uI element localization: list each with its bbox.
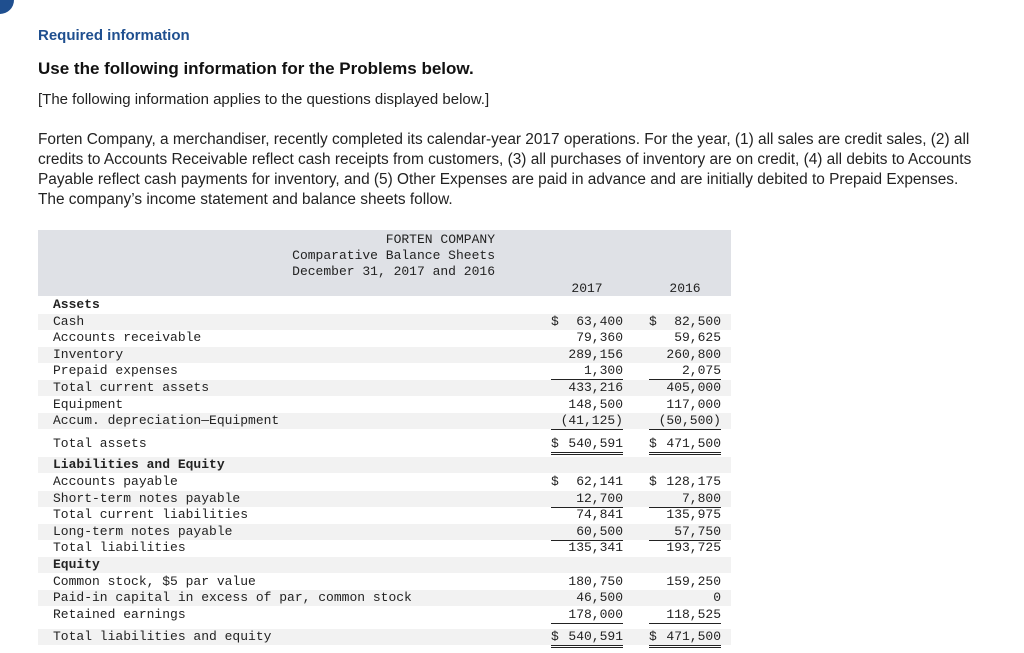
table-row (38, 397, 731, 413)
value-2016 (649, 574, 721, 590)
value-2017 (551, 629, 623, 648)
row-label: Equipment (53, 396, 124, 412)
table-row (38, 557, 731, 573)
value-2016 (649, 347, 721, 363)
value-2016 (649, 413, 721, 430)
value-2016 (649, 524, 721, 541)
amount: 135,341 (568, 540, 623, 556)
value-2017 (551, 474, 623, 490)
row-label: Common stock, $5 par value (53, 573, 256, 589)
row-label: Long-term notes payable (53, 523, 233, 539)
value-2017 (551, 524, 623, 541)
table-row (38, 574, 731, 590)
dollar-sign: $ (649, 629, 657, 645)
row-label: Total liabilities and equity (53, 629, 272, 645)
amount: 63,400 (576, 313, 623, 329)
value-2017 (551, 607, 623, 624)
value-2016 (649, 474, 721, 490)
value-2017 (551, 507, 623, 523)
year-2016-header: 2016 (669, 281, 701, 296)
amount: 289,156 (568, 346, 623, 362)
amount: 405,000 (666, 380, 721, 395)
dollar-sign: $ (551, 435, 559, 451)
amount: 82,500 (674, 313, 721, 329)
table-row (38, 347, 731, 363)
amount: 59,625 (674, 330, 721, 346)
table-row (38, 629, 731, 645)
value-2017 (551, 380, 623, 396)
amount: 159,250 (666, 573, 721, 589)
dollar-sign: $ (551, 474, 559, 489)
table-row (38, 363, 731, 379)
dollar-sign: $ (649, 313, 657, 329)
amount: 260,800 (666, 346, 721, 362)
corner-badge (0, 0, 14, 14)
table-header (38, 230, 731, 296)
amount: (50,500) (658, 413, 721, 429)
value-2016 (649, 590, 721, 606)
amount: 79,360 (576, 330, 623, 346)
value-2017 (551, 413, 623, 430)
year-2017-header: 2017 (571, 281, 603, 296)
amount: 62,141 (576, 474, 623, 489)
table-row (38, 297, 731, 313)
amount: 0 (713, 590, 721, 606)
amount: 471,500 (666, 435, 721, 451)
balance-sheet-table (38, 230, 731, 650)
value-2016 (649, 436, 721, 455)
table-row (38, 491, 731, 507)
table-row (38, 590, 731, 606)
value-2016 (649, 330, 721, 346)
amount: 2,075 (681, 363, 721, 379)
table-row (38, 607, 731, 623)
amount: 128,175 (666, 474, 721, 489)
table-row (38, 330, 731, 346)
table-row (38, 314, 731, 330)
value-2017 (551, 314, 623, 330)
row-label: Total assets (53, 435, 147, 451)
amount: 540,591 (568, 629, 623, 645)
amount: 180,750 (568, 573, 623, 589)
amount: 60,500 (576, 523, 623, 539)
dollar-sign: $ (649, 474, 657, 489)
required-info-heading: Required information (38, 27, 190, 44)
value-2017 (551, 574, 623, 590)
row-label: Equity (53, 557, 100, 572)
row-label: Accounts receivable (53, 330, 202, 346)
value-2017 (551, 540, 623, 556)
value-2016 (649, 314, 721, 330)
amount: 471,500 (666, 629, 721, 645)
row-label: Cash (53, 313, 85, 329)
amount: 135,975 (666, 507, 721, 523)
row-label: Accounts payable (53, 474, 178, 489)
row-label: Assets (53, 297, 100, 312)
amount: 1,300 (583, 363, 623, 379)
dollar-sign: $ (551, 629, 559, 645)
row-label: Total liabilities (53, 540, 186, 556)
amount: 178,000 (568, 606, 623, 622)
row-label: Retained earnings (53, 606, 186, 622)
value-2016 (649, 540, 721, 556)
table-row (38, 413, 731, 429)
value-2017 (551, 330, 623, 346)
table-row (38, 507, 731, 523)
table-row (38, 436, 731, 452)
amount: 118,525 (666, 606, 721, 622)
value-2016 (649, 507, 721, 523)
row-label: Short-term notes payable (53, 490, 241, 506)
amount: 74,841 (576, 507, 623, 523)
row-label: Accum. depreciation—Equipment (53, 413, 280, 429)
statement-date: December 31, 2017 and 2016 (292, 264, 495, 279)
table-row (38, 380, 731, 396)
amount: 7,800 (681, 490, 721, 506)
amount: 148,500 (568, 396, 623, 412)
row-label: Paid-in capital in excess of par, common stock (53, 590, 412, 606)
row-label: Liabilities and Equity (53, 457, 225, 473)
row-label: Prepaid expenses (53, 363, 178, 379)
value-2017 (551, 363, 623, 380)
value-2017 (551, 436, 623, 455)
value-2017 (551, 590, 623, 606)
row-label: Inventory (53, 346, 124, 362)
info-note: [The following information applies to the questions displayed below.] (38, 91, 490, 108)
dollar-sign: $ (649, 435, 657, 451)
dollar-sign: $ (551, 313, 559, 329)
value-2016 (649, 607, 721, 624)
row-label: Total current assets (53, 380, 210, 395)
row-label: Total current liabilities (53, 507, 249, 523)
table-row (38, 457, 731, 473)
amount: (41,125) (560, 413, 623, 429)
table-row (38, 540, 731, 556)
amount: 12,700 (576, 490, 623, 506)
table-row (38, 524, 731, 540)
value-2017 (551, 491, 623, 508)
intro-paragraph: Forten Company, a merchandiser, recently completed its calendar-year 2017 operations. For the year, (1) all sales are credit sales, (2) all credits to Accounts Receivable reflect cash receipts from customers, (3) all purchases of inventory are on credit, (4) all debits to Accounts Payable reflect cash payments for inventory, and (5) Other Expenses are paid in advance and are initially debited to Prepaid Expenses. The company’s income statement and balance sheets follow. (38, 131, 972, 208)
amount: 117,000 (666, 396, 721, 412)
problems-title: Use the following information for the Problems below. (38, 59, 474, 78)
value-2016 (649, 363, 721, 380)
statement-title: Comparative Balance Sheets (292, 248, 495, 263)
amount: 193,725 (666, 540, 721, 556)
company-name: FORTEN COMPANY (385, 232, 495, 247)
amount: 46,500 (576, 590, 623, 606)
value-2016 (649, 491, 721, 508)
amount: 57,750 (674, 523, 721, 539)
value-2016 (649, 397, 721, 413)
value-2016 (649, 629, 721, 648)
value-2016 (649, 380, 721, 396)
value-2017 (551, 347, 623, 363)
table-row (38, 474, 731, 490)
amount: 433,216 (568, 380, 623, 395)
amount: 540,591 (568, 435, 623, 451)
value-2017 (551, 397, 623, 413)
